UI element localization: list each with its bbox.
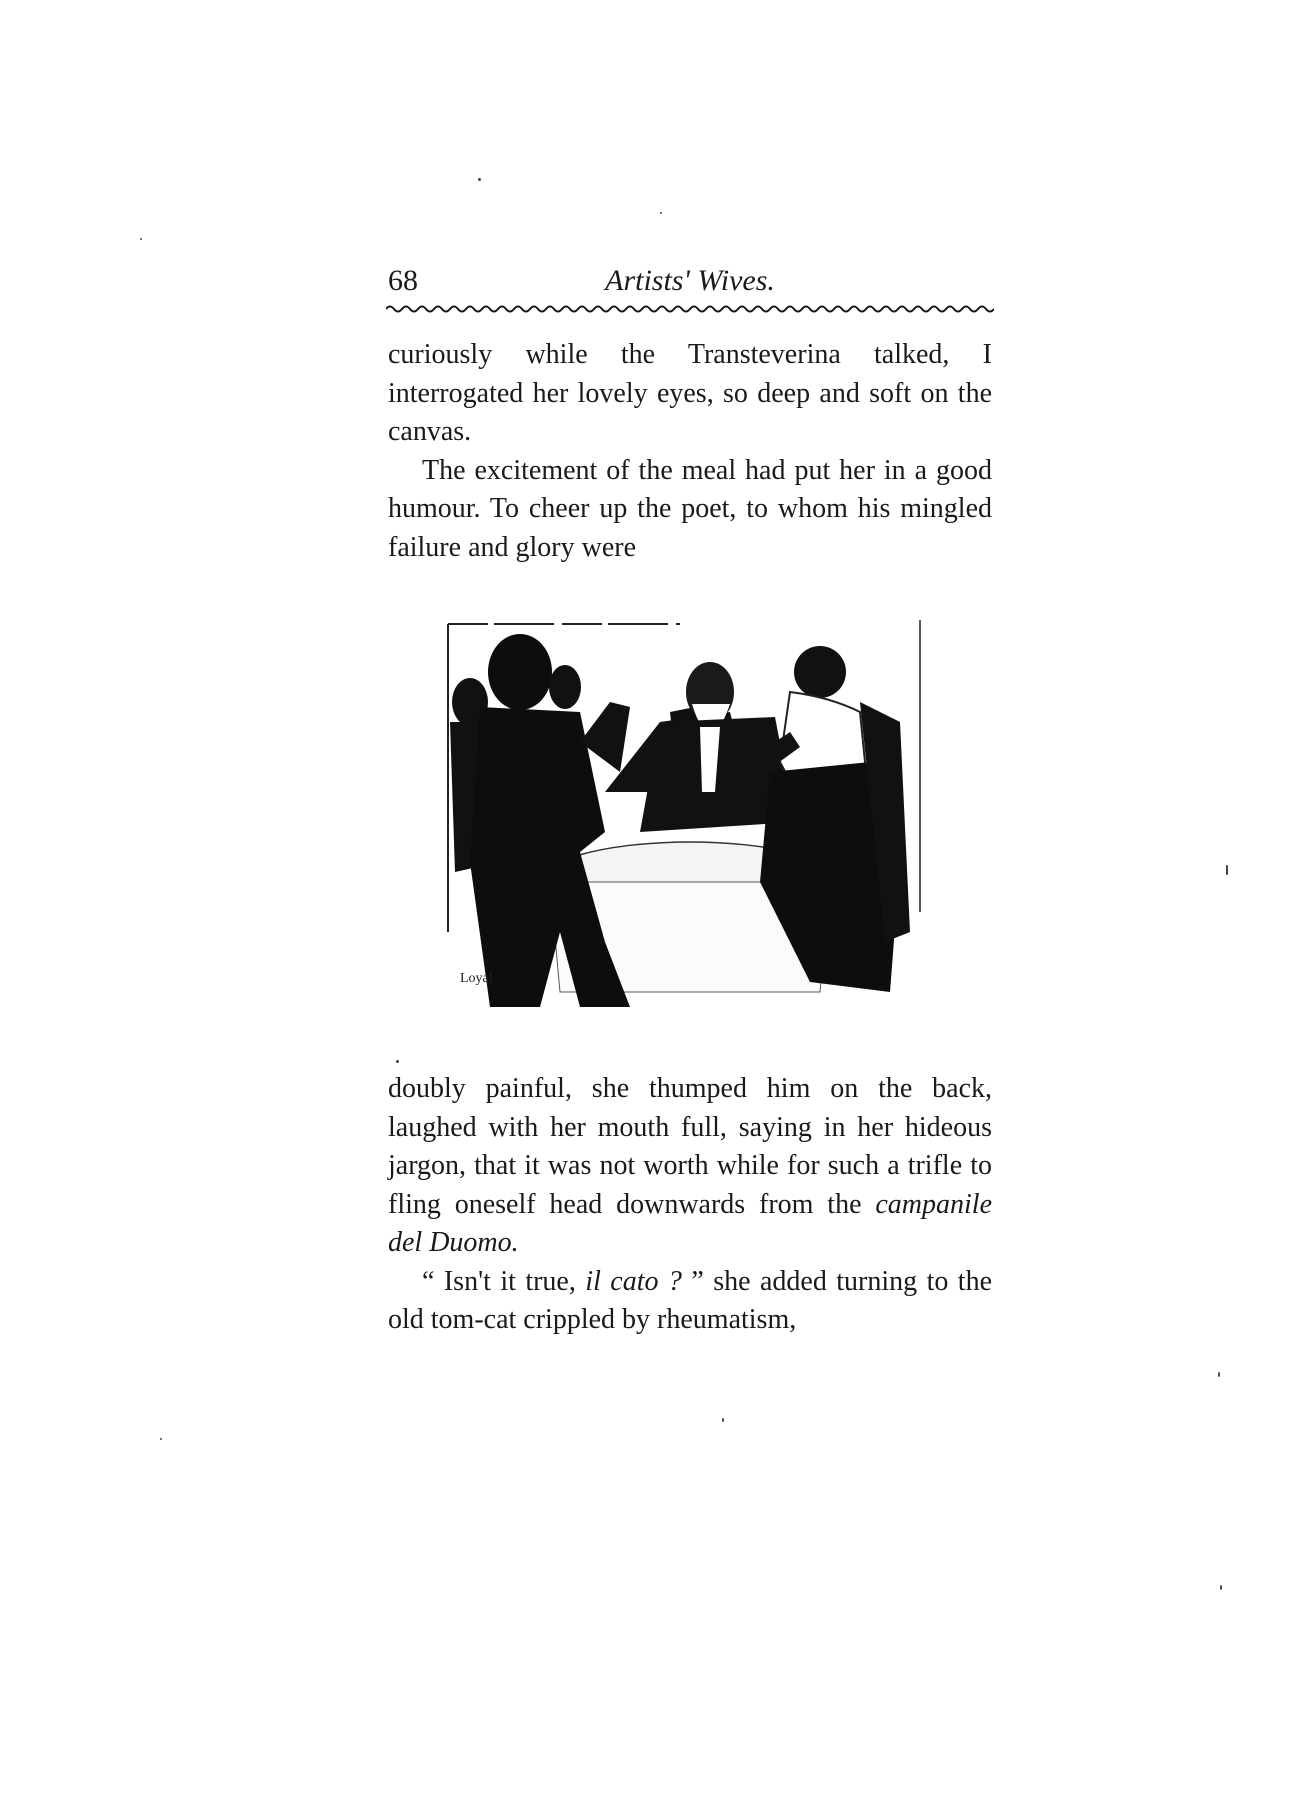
text-block-top (388, 336, 992, 567)
running-title: Artists' Wives. (605, 264, 775, 297)
illustration-signature: Loyal (460, 971, 493, 986)
scan-speck (660, 212, 662, 214)
italic-phrase: campanile del Duomo. (388, 1188, 992, 1258)
scan-speck (396, 1060, 399, 1063)
quote-open: “ Isn't it true, (422, 1265, 586, 1297)
paragraph-quote (388, 1263, 992, 1340)
paragraph-excitement: The excitement of the meal had put her in a good humour. To cheer up the poet, to whom his mingled failure and glory were (388, 454, 992, 563)
scan-speck (140, 238, 142, 240)
paragraph-doubly-painful (388, 1070, 992, 1263)
scan-speck (1220, 1585, 1222, 1590)
scan-speck (1218, 1372, 1220, 1377)
scan-speck (160, 1438, 162, 1440)
wavy-rule (386, 304, 994, 314)
scan-speck (478, 178, 481, 181)
quote-italic: il cato ? (585, 1265, 682, 1297)
page-header (388, 264, 992, 304)
scan-speck (722, 1418, 724, 1422)
paragraph-continuation: curiously while the Transteverina talked, I interrogated her lovely eyes, so deep and soft on the canvas. (388, 339, 992, 447)
scan-speck (1226, 865, 1228, 875)
text-block-bottom (388, 1070, 992, 1340)
dinner-table-illustration (430, 612, 940, 1012)
continued-text: doubly painful, she thumped him on the back, laughed with her mouth full, saying in her hideous jargon, that it was not worth while for such a trifle to fling oneself head downwards from the (388, 1073, 992, 1220)
page-number: 68 (388, 264, 418, 297)
quote-close: ” she added turning to the old tom-cat crippled by rheumatism, (388, 1265, 993, 1335)
